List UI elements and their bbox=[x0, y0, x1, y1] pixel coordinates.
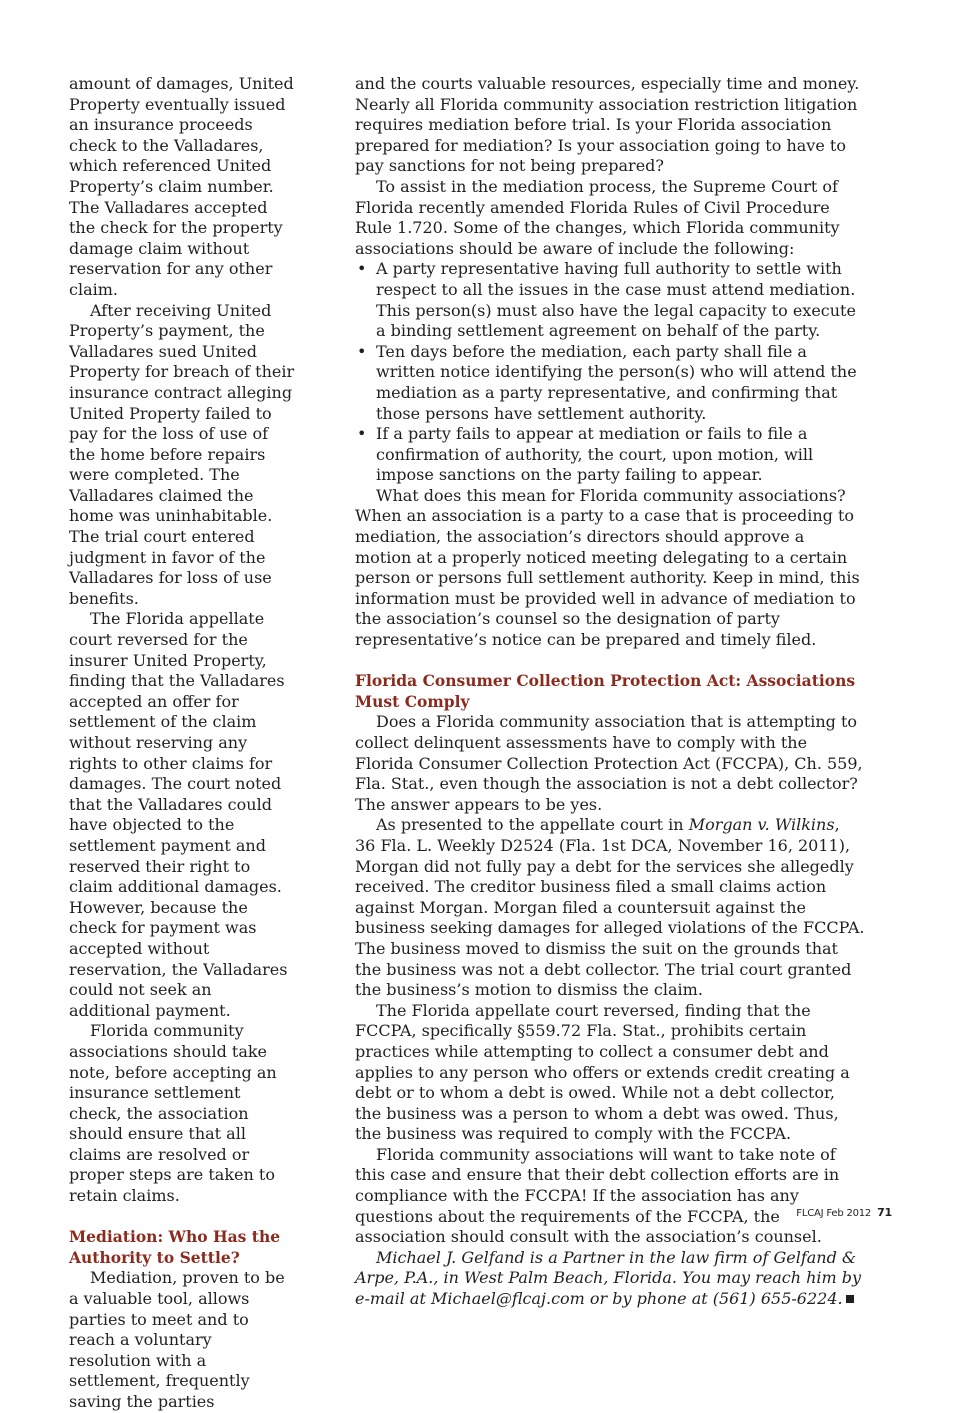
page-footer bbox=[796, 1206, 892, 1219]
rule-changes-list bbox=[355, 259, 865, 486]
left-paragraph-5: Mediation, proven to be a valuable tool, allows parties to meet and to reach a voluntary resolution with a settlement, frequently saving the parties bbox=[69, 1268, 285, 1411]
publication-label: FLCAJ Feb 2012 bbox=[796, 1208, 872, 1219]
list-item: • A party representative having full authority to settle with respect to all the issues in the case must attend mediation. This person(s) must also have the legal capacity to execute a binding settlement agreement on behalf of the party. bbox=[357, 259, 856, 341]
right-paragraph-3: What does this mean for Florida community associations? When an association is a party to a case that is proceeding to mediation, the association’s directors should approve a motion at a properly noticed meeting delegating to a certain person or persons full settlement authority. Keep in mind, this information must be provided well in advance of mediation to the association’s counsel so the designation of party representative’s notice can be prepared and timely filed. bbox=[355, 485, 860, 650]
left-paragraph-4: Florida community associations should take note, before accepting an insurance settlement check, the association should ensure that all claims are resolved or proper steps are taken to retain claims. bbox=[69, 1021, 277, 1206]
right-paragraph-7: Florida community associations will want to take note of this case and ensure that their debt collection efforts are in compliance with the FCCPA! If the association has any questions about the requirements of the FCCPA, the association should consult with the association’s counsel. bbox=[355, 1144, 840, 1247]
left-column bbox=[69, 74, 297, 1413]
left-paragraph-1: amount of damages, United Property eventually issued an insurance proceeds check to the Valladares, which referenced United Property’s claim number. The Valladares accepted the check for the property damage claim without reservation for any other claim. bbox=[69, 74, 294, 299]
right-paragraph-1: and the courts valuable resources, especially time and money. Nearly all Florida community association restriction litigation requires mediation before trial. Is your Florida association prepared for mediation? Is your association going to have to pay sanctions for not being prepared? bbox=[355, 74, 860, 176]
end-mark-icon bbox=[846, 1295, 854, 1303]
left-paragraph-2: After receiving United Property’s payment, the Valladares sued United Property for breach of their insurance contract alleging United Property failed to pay for the loss of use of the home before repairs were completed. The Valladares claimed the home was uninhabitable. The trial court entered judgment in favor of the Valladares for loss of use benefits. bbox=[69, 300, 295, 608]
bullet-icon: • bbox=[357, 259, 367, 279]
right-paragraph-2: To assist in the mediation process, the Supreme Court of Florida recently amended Florida Rules of Civil Procedure Rule 1.720. Some of the changes, which Florida community associations should be aware of include the following: bbox=[355, 176, 840, 258]
bullet-icon: • bbox=[357, 424, 367, 444]
page-number: 71 bbox=[877, 1206, 892, 1219]
right-column bbox=[355, 74, 865, 1310]
right-paragraph-6: The Florida appellate court reversed, finding that the FCCPA, specifically §559.72 Fla. Stat., prohibits certain practices while attempting to collect a consumer debt and applies to any person who offers or extends credit creating a debt or to whom a debt is owed. While not a debt collector, the business was a person to whom a debt was owed. Thus, the business was required to comply with the FCCPA. bbox=[355, 1000, 850, 1144]
fccpa-heading: Florida Consumer Collection Protection Act: Associations Must Comply bbox=[355, 671, 856, 711]
list-item: • Ten days before the mediation, each party shall file a written notice identifying the person(s) who will attend the mediation as a party representative, and confirming that those persons have settlement authority. bbox=[357, 341, 857, 423]
case-citation: Morgan v. Wilkins bbox=[688, 815, 835, 835]
right-paragraph-5: As presented to the appellate court in Morgan v. Wilkins, 36 Fla. L. Weekly D2524 (Fla. 1st DCA, November 16, 2011), Morgan did not fully pay a debt for the services she allegedly received. The creditor business filed a small claims action against Morgan. Morgan filed a countersuit against the business seeking damages for alleged violations of the FCCPA. The business moved to dismiss the suit on the grounds that the business was not a debt collector. The trial court granted the business’s motion to dismiss the claim. bbox=[355, 815, 865, 1000]
left-paragraph-3: The Florida appellate court reversed for the insurer United Property, finding that the Valladares accepted an offer for settlement of the claim without reserving any rights to other claims for damages. The court noted that the Valladares could have objected to the settlement payment and reserved their right to claim additional damages. However, because the check for payment was accepted without reservation, the Valladares could not seek an additional payment. bbox=[69, 609, 288, 1020]
mediation-heading: Mediation: Who Has the Authority to Settle? bbox=[69, 1227, 281, 1267]
list-item: • If a party fails to appear at mediation or fails to file a confirmation of authority, the court, upon motion, will impose sanctions on the party failing to appear. bbox=[357, 424, 814, 485]
right-paragraph-4: Does a Florida community association that is attempting to collect delinquent assessments have to comply with the Florida Consumer Collection Protection Act (FCCPA), Ch. 559, Fla. Stat., even though the association is not a debt collector? The answer appears to be yes. bbox=[355, 712, 863, 814]
bullet-icon: • bbox=[357, 341, 367, 361]
author-bio: Michael J. Gelfand is a Partner in the law firm of Gelfand & Arpe, P.A., in West Palm Beach, Florida. You may reach him by e-mail at Michael@flcaj.com or by phone at (561) 655-6224. bbox=[355, 1247, 862, 1309]
